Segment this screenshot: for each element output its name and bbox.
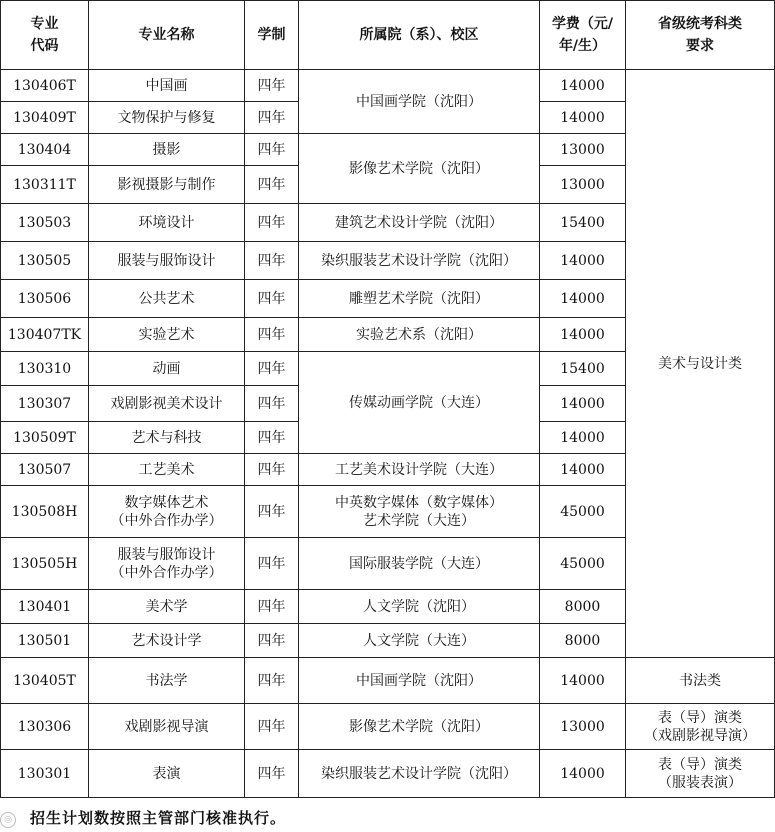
exam-type: 表（导）演类 （戏剧影视导演）: [626, 704, 775, 750]
college: 中国画学院（沈阳）: [299, 658, 540, 704]
college: 人文学院（大连）: [299, 624, 540, 658]
tuition-fee: 14000: [540, 70, 626, 102]
duration: 四年: [245, 70, 299, 102]
duration: 四年: [245, 624, 299, 658]
major-name: 表演: [89, 750, 245, 798]
tuition-fee: 8000: [540, 590, 626, 624]
major-name: 美术学: [89, 590, 245, 624]
major-code: 130406T: [1, 70, 89, 102]
table-row: [1, 658, 775, 704]
header-fee: 学费（元/ 年/生）: [540, 1, 626, 70]
duration: 四年: [245, 386, 299, 422]
major-name: 艺术与科技: [89, 422, 245, 454]
major-name: 戏剧影视美术设计: [89, 386, 245, 422]
duration: 四年: [245, 134, 299, 166]
header-exam: 省级统考科类 要求: [626, 1, 775, 70]
tuition-fee: 14000: [540, 750, 626, 798]
major-code: 130503: [1, 204, 89, 242]
college: 国际服装学院（大连）: [299, 538, 540, 590]
major-code: 130505: [1, 242, 89, 280]
tuition-fee: 15400: [540, 204, 626, 242]
major-code: 130505H: [1, 538, 89, 590]
header-name: 专业名称: [89, 1, 245, 70]
duration: 四年: [245, 352, 299, 386]
major-name: 公共艺术: [89, 280, 245, 318]
major-code: 130306: [1, 704, 89, 750]
tuition-fee: 14000: [540, 280, 626, 318]
duration: 四年: [245, 204, 299, 242]
tuition-fee: 45000: [540, 486, 626, 538]
major-name: 戏剧影视导演: [89, 704, 245, 750]
tuition-fee: 14000: [540, 318, 626, 352]
tuition-fee: 8000: [540, 624, 626, 658]
college: 建筑艺术设计学院（沈阳）: [299, 204, 540, 242]
header-code: 专业 代码: [1, 1, 89, 70]
tuition-fee: 13000: [540, 704, 626, 750]
tuition-fee: 14000: [540, 658, 626, 704]
table-row: [1, 70, 775, 102]
college: 雕塑艺术学院（沈阳）: [299, 280, 540, 318]
duration: 四年: [245, 454, 299, 486]
tuition-fee: 13000: [540, 134, 626, 166]
duration: 四年: [245, 318, 299, 352]
duration: 四年: [245, 422, 299, 454]
duration: 四年: [245, 538, 299, 590]
header-row: [1, 1, 775, 70]
header-college: 所属院（系）、校区: [299, 1, 540, 70]
major-name: 文物保护与修复: [89, 102, 245, 134]
major-name: 实验艺术: [89, 318, 245, 352]
duration: 四年: [245, 590, 299, 624]
college: 工艺美术设计学院（大连）: [299, 454, 540, 486]
duration: 四年: [245, 658, 299, 704]
major-code: 130407TK: [1, 318, 89, 352]
tuition-fee: 14000: [540, 422, 626, 454]
major-code: 130507: [1, 454, 89, 486]
duration: 四年: [245, 102, 299, 134]
major-code: 130509T: [1, 422, 89, 454]
major-code: 130508H: [1, 486, 89, 538]
tuition-fee: 14000: [540, 102, 626, 134]
exam-type: 表（导）演类 （服装表演）: [626, 750, 775, 798]
major-code: 130404: [1, 134, 89, 166]
major-code: 130501: [1, 624, 89, 658]
major-code: 130506: [1, 280, 89, 318]
duration: 四年: [245, 166, 299, 204]
header-duration: 学制: [245, 1, 299, 70]
table-row: [1, 704, 775, 750]
major-code: 130311T: [1, 166, 89, 204]
major-name: 摄影: [89, 134, 245, 166]
major-name: 数字媒体艺术 （中外合作办学）: [89, 486, 245, 538]
major-name: 影视摄影与制作: [89, 166, 245, 204]
major-code: 130307: [1, 386, 89, 422]
college: 染织服装艺术设计学院（沈阳）: [299, 750, 540, 798]
tuition-fee: 14000: [540, 454, 626, 486]
major-code: 130405T: [1, 658, 89, 704]
college: 影像艺术学院（沈阳）: [299, 704, 540, 750]
tuition-fee: 45000: [540, 538, 626, 590]
duration: 四年: [245, 486, 299, 538]
major-code: 130409T: [1, 102, 89, 134]
duration: 四年: [245, 242, 299, 280]
duration: 四年: [245, 704, 299, 750]
college: 染织服装艺术设计学院（沈阳）: [299, 242, 540, 280]
major-name: 服装与服饰设计: [89, 242, 245, 280]
tuition-fee: 15400: [540, 352, 626, 386]
major-name: 服装与服饰设计 （中外合作办学）: [89, 538, 245, 590]
major-name: 中国画: [89, 70, 245, 102]
college: 中英数字媒体（数字媒体） 艺术学院（大连）: [299, 486, 540, 538]
college: 中国画学院（沈阳）: [299, 70, 540, 134]
tuition-fee: 13000: [540, 166, 626, 204]
watermark-icon: ◎: [0, 812, 16, 828]
duration: 四年: [245, 750, 299, 798]
major-code: 130401: [1, 590, 89, 624]
major-code: 130310: [1, 352, 89, 386]
major-name: 动画: [89, 352, 245, 386]
tuition-fee: 14000: [540, 242, 626, 280]
major-code: 130301: [1, 750, 89, 798]
table-row: [1, 750, 775, 798]
major-name: 书法学: [89, 658, 245, 704]
college: 实验艺术系（沈阳）: [299, 318, 540, 352]
major-name: 环境设计: [89, 204, 245, 242]
exam-type: 书法类: [626, 658, 775, 704]
tuition-fee: 14000: [540, 386, 626, 422]
exam-type: 美术与设计类: [626, 70, 775, 658]
college: 传媒动画学院（大连）: [299, 352, 540, 454]
college: 人文学院（沈阳）: [299, 590, 540, 624]
duration: 四年: [245, 280, 299, 318]
major-name: 工艺美术: [89, 454, 245, 486]
footer-note: 招生计划数按照主管部门核准执行。: [30, 809, 287, 827]
college: 影像艺术学院（沈阳）: [299, 134, 540, 204]
major-name: 艺术设计学: [89, 624, 245, 658]
